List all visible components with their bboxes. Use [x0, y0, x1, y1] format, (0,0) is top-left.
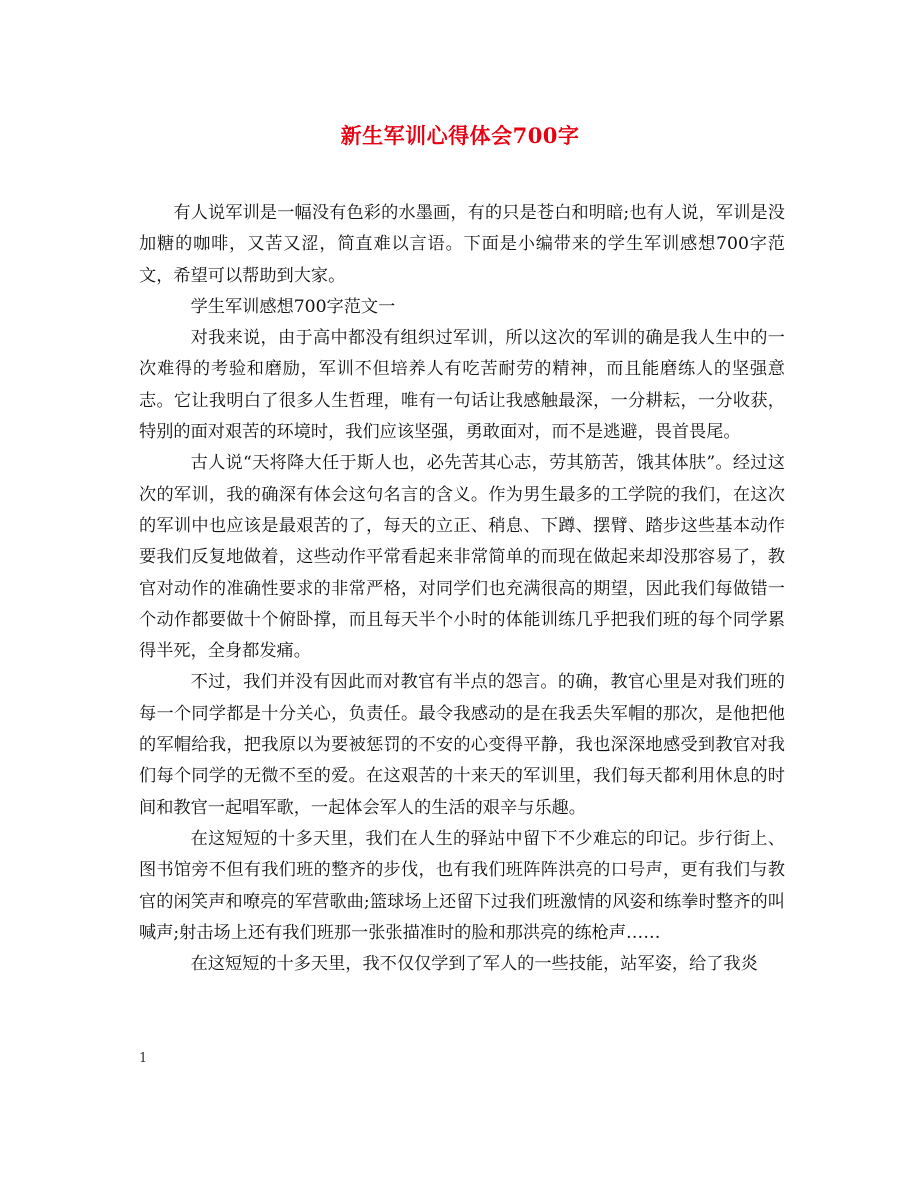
document-title: 新生军训心得体会700字 — [340, 123, 580, 148]
body-paragraph: 对我来说，由于高中都没有组织过军训，所以这次的军训的确是我人生中的一次难得的考验和磨励，军训不但培养人有吃苦耐劳的精神，而且能磨练人的坚强意志。它让我明白了很多人生哲理，唯有一句话让我感触最深，一分耕耘，一分收获，特别的面对艰苦的环境时，我们应该坚强，勇敢面对，而不是逃避，畏首畏尾。 — [139, 328, 785, 443]
intro-paragraph: 有人说军训是一幅没有色彩的水墨画，有的只是苍白和明暗;也有人说，军训是没加糖的咖啡，又苦又涩，简直难以言语。下面是小编带来的学生军训感想700字范文，希望可以帮助到大家。 — [139, 203, 785, 286]
body-paragraph: 古人说“天将降大任于斯人也，必先苦其心志，劳其筋苦，饿其体肤”。经过这次的军训，我的确深有体会这句名言的含义。作为男生最多的工学院的我们，在这次的军训中也应该是最艰苦的了，每天的立正、稍息、下蹲、摆臂、踏步这些基本动作要我们反复地做着，这些动作平常看起来非常简单的而现在做起来却没那容易了，教官对动作的准确性要求的非常严格，对同学们也充满很高的期望，因此我们每做错一个动作都要做十个俯卧撑，而且每天半个小时的体能训练几乎把我们班的每个同学累得半死，全身都发痛。 — [139, 453, 785, 662]
document-body — [139, 198, 785, 980]
body-paragraph: 不过，我们并没有因此而对教官有半点的怨言。的确，教官心里是对我们班的每一个同学都是十分关心，负责任。最令我感动的是在我丢失军帽的那次，是他把他的军帽给我，把我原以为要被惩罚的不安的心变得平静，我也深深地感受到教官对我们每个同学的无微不至的爱。在这艰苦的十来天的军训里，我们每天都利用休息的时间和教官一起唱军歌，一起体会军人的生活的艰辛与乐趣。 — [139, 672, 785, 818]
body-paragraph: 在这短短的十多天里，我不仅仅学到了军人的一些技能，站军姿，给了我炎 — [190, 954, 758, 975]
body-paragraph: 在这短短的十多天里，我们在人生的驿站中留下不少难忘的印记。步行街上、图书馆旁不但有我们班的整齐的步伐，也有我们班阵阵洪亮的口号声，更有我们与教官的闲笑声和嘹亮的军营歌曲;篮球场上还留下过我们班激情的风姿和练拳时整齐的叫喊声;射击场上还有我们班那一张张描准时的脸和那洪亮的练枪声…… — [139, 828, 785, 943]
section-heading: 学生军训感想700字范文一 — [190, 296, 396, 317]
page-number: 1 — [139, 1051, 148, 1066]
